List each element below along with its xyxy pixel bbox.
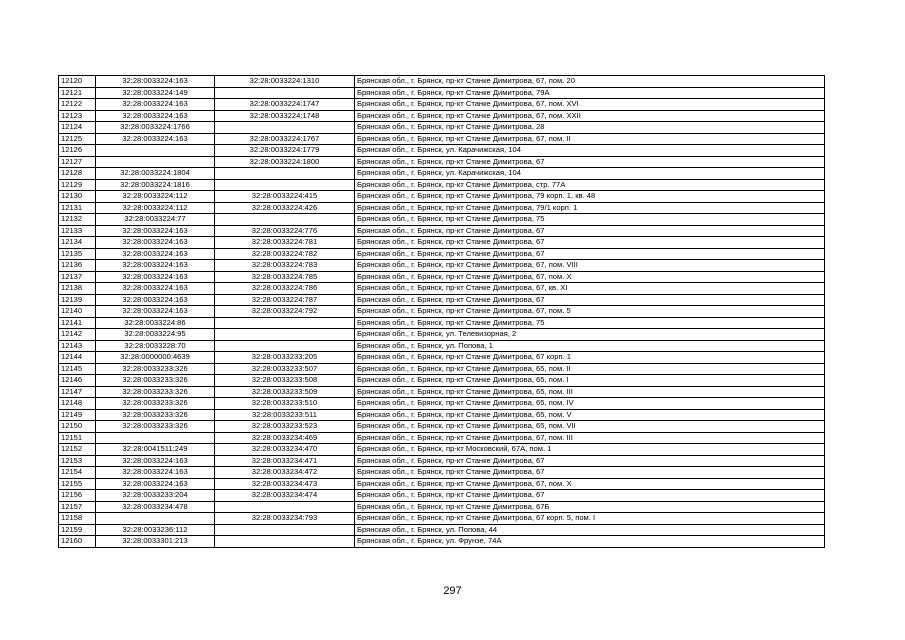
- address-cell: Брянская обл., г. Брянск, пр-кт Станке Димитрова, 65, пом. VII: [355, 421, 825, 433]
- address-cell: Брянская обл., г. Брянск, пр-кт Станке Димитрова, 79 корп. 1, кв. 48: [355, 191, 825, 203]
- object-number-cell: 32:28:0033224:785: [215, 271, 355, 283]
- cadastral-number-cell: 32:28:0033233:326: [96, 363, 215, 375]
- cadastral-number-cell: 32:28:0033224:163: [96, 467, 215, 479]
- row-number-cell: 12132: [59, 214, 96, 226]
- row-number-cell: 12140: [59, 306, 96, 318]
- address-cell: Брянская обл., г. Брянск, пр-кт Станке Димитрова, 65, пом. I: [355, 375, 825, 387]
- row-number-cell: 12159: [59, 524, 96, 536]
- object-number-cell: 32:28:0033233:205: [215, 352, 355, 364]
- cadastral-number-cell: [96, 145, 215, 157]
- table-row: [59, 145, 825, 157]
- row-number-cell: 12156: [59, 490, 96, 502]
- row-number-cell: 12136: [59, 260, 96, 272]
- registry-table-body: [59, 76, 825, 548]
- table-row: [59, 87, 825, 99]
- row-number-cell: 12149: [59, 409, 96, 421]
- row-number-cell: 12137: [59, 271, 96, 283]
- address-cell: Брянская обл., г. Брянск, пр-кт Станке Димитрова, 67: [355, 455, 825, 467]
- row-number-cell: 12148: [59, 398, 96, 410]
- address-cell: Брянская обл., г. Брянск, пр-кт Станке Димитрова, 67, пом. 20: [355, 76, 825, 88]
- row-number-cell: 12134: [59, 237, 96, 249]
- address-cell: Брянская обл., г. Брянск, пр-кт Станке Димитрова, 79/1 корп. 1: [355, 202, 825, 214]
- object-number-cell: 32:28:0033224:1747: [215, 99, 355, 111]
- table-row: [59, 490, 825, 502]
- object-number-cell: 32:28:0033233:509: [215, 386, 355, 398]
- table-row: [59, 467, 825, 479]
- cadastral-number-cell: 32:28:0033224:163: [96, 294, 215, 306]
- table-row: [59, 398, 825, 410]
- cadastral-number-cell: 32:28:0033224:163: [96, 76, 215, 88]
- row-number-cell: 12122: [59, 99, 96, 111]
- table-row: [59, 76, 825, 88]
- table-row: [59, 260, 825, 272]
- address-cell: Брянская обл., г. Брянск, пр-кт Станке Димитрова, 67, пом. X: [355, 271, 825, 283]
- object-number-cell: 32:28:0033224:1767: [215, 133, 355, 145]
- table-row: [59, 501, 825, 513]
- cadastral-number-cell: 32:28:0033224:112: [96, 191, 215, 203]
- row-number-cell: 12125: [59, 133, 96, 145]
- object-number-cell: 32:28:0033234:474: [215, 490, 355, 502]
- cadastral-number-cell: 32:28:0033224:163: [96, 306, 215, 318]
- object-number-cell: 32:28:0033233:510: [215, 398, 355, 410]
- address-cell: Брянская обл., г. Брянск, пр-кт Станке Димитрова, 67: [355, 294, 825, 306]
- table-row: [59, 375, 825, 387]
- row-number-cell: 12130: [59, 191, 96, 203]
- object-number-cell: 32:28:0033224:781: [215, 237, 355, 249]
- row-number-cell: 12139: [59, 294, 96, 306]
- row-number-cell: 12123: [59, 110, 96, 122]
- object-number-cell: 32:28:0033234:471: [215, 455, 355, 467]
- row-number-cell: 12157: [59, 501, 96, 513]
- table-row: [59, 110, 825, 122]
- object-number-cell: [215, 168, 355, 180]
- object-number-cell: 32:28:0033224:792: [215, 306, 355, 318]
- address-cell: Брянская обл., г. Брянск, пр-кт Станке Димитрова, 75: [355, 214, 825, 226]
- cadastral-number-cell: 32:28:0033224:163: [96, 271, 215, 283]
- table-row: [59, 248, 825, 260]
- cadastral-number-cell: 32:28:0033224:163: [96, 237, 215, 249]
- object-number-cell: 32:28:0033224:783: [215, 260, 355, 272]
- address-cell: Брянская обл., г. Брянск, пр-кт Московский, 67А, пом. 1: [355, 444, 825, 456]
- row-number-cell: 12129: [59, 179, 96, 191]
- row-number-cell: 12152: [59, 444, 96, 456]
- object-number-cell: [215, 122, 355, 134]
- address-cell: Брянская обл., г. Брянск, пр-кт Станке Димитрова, 65, пом. IV: [355, 398, 825, 410]
- cadastral-number-cell: 32:28:0033224:163: [96, 455, 215, 467]
- table-row: [59, 421, 825, 433]
- table-row: [59, 444, 825, 456]
- object-number-cell: 32:28:0033233:508: [215, 375, 355, 387]
- address-cell: Брянская обл., г. Брянск, пр-кт Станке Димитрова, 65, пом. V: [355, 409, 825, 421]
- address-cell: Брянская обл., г. Брянск, пр-кт Станке Димитрова, 67, пом. VIII: [355, 260, 825, 272]
- table-row: [59, 179, 825, 191]
- address-cell: Брянская обл., г. Брянск, пр-кт Станке Димитрова, 79А: [355, 87, 825, 99]
- table-row: [59, 191, 825, 203]
- table-row: [59, 513, 825, 525]
- object-number-cell: 32:28:0033224:786: [215, 283, 355, 295]
- address-cell: Брянская обл., г. Брянск, ул. Телевизорная, 2: [355, 329, 825, 341]
- cadastral-number-cell: 32:28:0033224:77: [96, 214, 215, 226]
- row-number-cell: 12143: [59, 340, 96, 352]
- address-cell: Брянская обл., г. Брянск, пр-кт Станке Димитрова, 67: [355, 237, 825, 249]
- object-number-cell: 32:28:0033224:1310: [215, 76, 355, 88]
- address-cell: Брянская обл., г. Брянск, ул. Попова, 44: [355, 524, 825, 536]
- table-row: [59, 133, 825, 145]
- address-cell: Брянская обл., г. Брянск, пр-кт Станке Димитрова, 67Б: [355, 501, 825, 513]
- row-number-cell: 12145: [59, 363, 96, 375]
- cadastral-number-cell: [96, 432, 215, 444]
- table-row: [59, 536, 825, 548]
- row-number-cell: 12158: [59, 513, 96, 525]
- table-row: [59, 340, 825, 352]
- cadastral-number-cell: 32:28:0033224:95: [96, 329, 215, 341]
- table-row: [59, 317, 825, 329]
- address-cell: Брянская обл., г. Брянск, пр-кт Станке Димитрова, 67, пом. 5: [355, 306, 825, 318]
- object-number-cell: 32:28:0033234:793: [215, 513, 355, 525]
- cadastral-number-cell: 32:28:0033224:163: [96, 248, 215, 260]
- address-cell: Брянская обл., г. Брянск, ул. Карачижская, 104: [355, 145, 825, 157]
- page-number: 297: [443, 585, 462, 597]
- address-cell: Брянская обл., г. Брянск, пр-кт Станке Димитрова, 67: [355, 490, 825, 502]
- address-cell: Брянская обл., г. Брянск, пр-кт Станке Димитрова, 67: [355, 467, 825, 479]
- table-row: [59, 168, 825, 180]
- cadastral-number-cell: 32:28:0033224:1804: [96, 168, 215, 180]
- object-number-cell: [215, 329, 355, 341]
- object-number-cell: [215, 214, 355, 226]
- object-number-cell: 32:28:0033224:1748: [215, 110, 355, 122]
- table-row: [59, 432, 825, 444]
- row-number-cell: 12151: [59, 432, 96, 444]
- cadastral-number-cell: 32:28:0033224:163: [96, 283, 215, 295]
- address-cell: Брянская обл., г. Брянск, пр-кт Станке Димитрова, 67, пом. II: [355, 133, 825, 145]
- address-cell: Брянская обл., г. Брянск, пр-кт Станке Димитрова, 67 корп. 5, пом. I: [355, 513, 825, 525]
- cadastral-number-cell: 32:28:0033233:326: [96, 409, 215, 421]
- object-number-cell: 32:28:0033224:426: [215, 202, 355, 214]
- object-number-cell: [215, 87, 355, 99]
- table-row: [59, 306, 825, 318]
- table-row: [59, 352, 825, 364]
- row-number-cell: 12128: [59, 168, 96, 180]
- cadastral-number-cell: 32:28:0033224:163: [96, 99, 215, 111]
- row-number-cell: 12131: [59, 202, 96, 214]
- row-number-cell: 12154: [59, 467, 96, 479]
- cadastral-number-cell: 32:28:0033301:213: [96, 536, 215, 548]
- table-row: [59, 329, 825, 341]
- address-cell: Брянская обл., г. Брянск, пр-кт Станке Димитрова, 67, кв. XI: [355, 283, 825, 295]
- object-number-cell: 32:28:0033234:472: [215, 467, 355, 479]
- object-number-cell: 32:28:0033224:787: [215, 294, 355, 306]
- table-row: [59, 122, 825, 134]
- row-number-cell: 12127: [59, 156, 96, 168]
- cadastral-number-cell: [96, 156, 215, 168]
- table-row: [59, 478, 825, 490]
- table-row: [59, 455, 825, 467]
- table-row: [59, 156, 825, 168]
- cadastral-number-cell: 32:28:0033233:326: [96, 421, 215, 433]
- cadastral-number-cell: 32:28:0033224:1816: [96, 179, 215, 191]
- address-cell: Брянская обл., г. Брянск, пр-кт Станке Димитрова, 65, пом. III: [355, 386, 825, 398]
- object-number-cell: [215, 340, 355, 352]
- row-number-cell: 12150: [59, 421, 96, 433]
- address-cell: Брянская обл., г. Брянск, пр-кт Станке Димитрова, 67: [355, 225, 825, 237]
- cadastral-number-cell: [96, 513, 215, 525]
- table-row: [59, 202, 825, 214]
- table-row: [59, 99, 825, 111]
- row-number-cell: 12153: [59, 455, 96, 467]
- object-number-cell: 32:28:0033233:511: [215, 409, 355, 421]
- object-number-cell: [215, 179, 355, 191]
- row-number-cell: 12144: [59, 352, 96, 364]
- table-row: [59, 271, 825, 283]
- cadastral-number-cell: 32:28:0033224:163: [96, 260, 215, 272]
- table-row: [59, 237, 825, 249]
- object-number-cell: 32:28:0033234:470: [215, 444, 355, 456]
- address-cell: Брянская обл., г. Брянск, ул. Фрунзе, 74А: [355, 536, 825, 548]
- cadastral-number-cell: 32:28:0033224:1766: [96, 122, 215, 134]
- table-row: [59, 409, 825, 421]
- cadastral-number-cell: 32:28:0000000:4639: [96, 352, 215, 364]
- cadastral-number-cell: 32:28:0033224:163: [96, 110, 215, 122]
- table-row: [59, 283, 825, 295]
- cadastral-number-cell: 32:28:0033233:204: [96, 490, 215, 502]
- row-number-cell: 12146: [59, 375, 96, 387]
- table-row: [59, 225, 825, 237]
- cadastral-number-cell: 32:28:0033224:149: [96, 87, 215, 99]
- row-number-cell: 12160: [59, 536, 96, 548]
- object-number-cell: 32:28:0033233:507: [215, 363, 355, 375]
- address-cell: Брянская обл., г. Брянск, пр-кт Станке Димитрова, 28: [355, 122, 825, 134]
- address-cell: Брянская обл., г. Брянск, пр-кт Станке Димитрова, 67, пом. X: [355, 478, 825, 490]
- object-number-cell: 32:28:0033224:776: [215, 225, 355, 237]
- cadastral-number-cell: 32:28:0033233:326: [96, 386, 215, 398]
- cadastral-number-cell: 32:28:0033224:163: [96, 478, 215, 490]
- cadastral-number-cell: 32:28:0033236:112: [96, 524, 215, 536]
- row-number-cell: 12138: [59, 283, 96, 295]
- table-row: [59, 386, 825, 398]
- table-row: [59, 363, 825, 375]
- object-number-cell: 32:28:0033224:415: [215, 191, 355, 203]
- table-row: [59, 214, 825, 226]
- object-number-cell: [215, 501, 355, 513]
- object-number-cell: 32:28:0033224:1800: [215, 156, 355, 168]
- address-cell: Брянская обл., г. Брянск, пр-кт Станке Димитрова, 65, пом. II: [355, 363, 825, 375]
- object-number-cell: 32:28:0033224:782: [215, 248, 355, 260]
- cadastral-number-cell: 32:28:0033224:112: [96, 202, 215, 214]
- row-number-cell: 12141: [59, 317, 96, 329]
- address-cell: Брянская обл., г. Брянск, пр-кт Станке Димитрова, 75: [355, 317, 825, 329]
- object-number-cell: 32:28:0033224:1779: [215, 145, 355, 157]
- address-cell: Брянская обл., г. Брянск, ул. Попова, 1: [355, 340, 825, 352]
- object-number-cell: [215, 317, 355, 329]
- table-row: [59, 524, 825, 536]
- table-row: [59, 294, 825, 306]
- row-number-cell: 12126: [59, 145, 96, 157]
- row-number-cell: 12133: [59, 225, 96, 237]
- cadastral-number-cell: 32:28:0033224:163: [96, 133, 215, 145]
- object-number-cell: 32:28:0033233:523: [215, 421, 355, 433]
- address-cell: Брянская обл., г. Брянск, пр-кт Станке Димитрова, 67, пом. III: [355, 432, 825, 444]
- address-cell: Брянская обл., г. Брянск, пр-кт Станке Димитрова, 67, пом. XVI: [355, 99, 825, 111]
- object-number-cell: 32:28:0033234:473: [215, 478, 355, 490]
- cadastral-number-cell: 32:28:0033234:478: [96, 501, 215, 513]
- address-cell: Брянская обл., г. Брянск, пр-кт Станке Димитрова, 67 корп. 1: [355, 352, 825, 364]
- address-cell: Брянская обл., г. Брянск, пр-кт Станке Димитрова, 67: [355, 248, 825, 260]
- object-number-cell: 32:28:0033234:469: [215, 432, 355, 444]
- row-number-cell: 12121: [59, 87, 96, 99]
- cadastral-number-cell: 32:28:0033233:326: [96, 398, 215, 410]
- address-cell: Брянская обл., г. Брянск, пр-кт Станке Димитрова, 67, пом. XXII: [355, 110, 825, 122]
- cadastral-number-cell: 32:28:0033224:86: [96, 317, 215, 329]
- row-number-cell: 12142: [59, 329, 96, 341]
- registry-table: [58, 75, 825, 548]
- cadastral-number-cell: 32:28:0033224:163: [96, 225, 215, 237]
- address-cell: Брянская обл., г. Брянск, ул. Карачижская, 104: [355, 168, 825, 180]
- address-cell: Брянская обл., г. Брянск, пр-кт Станке Димитрова, 67: [355, 156, 825, 168]
- object-number-cell: [215, 524, 355, 536]
- row-number-cell: 12135: [59, 248, 96, 260]
- row-number-cell: 12124: [59, 122, 96, 134]
- object-number-cell: [215, 536, 355, 548]
- row-number-cell: 12120: [59, 76, 96, 88]
- cadastral-number-cell: 32:28:0033228:70: [96, 340, 215, 352]
- cadastral-number-cell: 32:28:0033233:326: [96, 375, 215, 387]
- row-number-cell: 12155: [59, 478, 96, 490]
- row-number-cell: 12147: [59, 386, 96, 398]
- address-cell: Брянская обл., г. Брянск, пр-кт Станке Димитрова, стр. 77А: [355, 179, 825, 191]
- cadastral-number-cell: 32:28:0041511:249: [96, 444, 215, 456]
